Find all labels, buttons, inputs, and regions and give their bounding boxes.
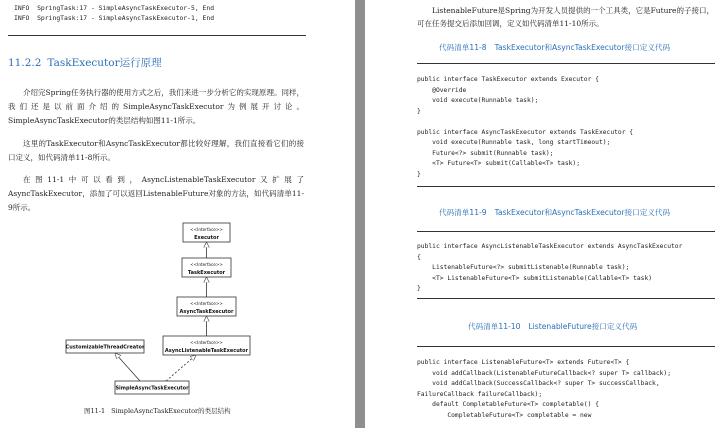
figure-caption-text: SimpleAsyncTaskExecutor的类层结构 (111, 407, 231, 415)
right-page (365, 0, 720, 428)
section-number: 11.2.2 (8, 57, 42, 69)
async-listenable-stereotype: <<Interface>> (190, 340, 223, 345)
paragraph-2: 这里的TaskExecutor和AsyncTaskExecutor都比较好理解，我们直接看它们的接口定义，如代码清单11-8所示。 (8, 139, 304, 162)
log-line-2: INFO SpringTask:17 - SimpleAsyncTaskExecutor-1, End (14, 14, 215, 22)
arrow-simple-to-creator (115, 353, 140, 381)
listing-title-11-8 (439, 42, 670, 53)
code-block-11-8: public interface TaskExecutor extends Executor { @Override void execute(Runnable task); } public interface AsyncTaskExecutor extends TaskExecutor { void execute(Runnable task, long startTimeout); Future<?> submit(Runnable task); <T> Future<T> submit(Callable<T> task); } (417, 76, 634, 178)
code-block-11-9: public interface AsyncListenableTaskExecutor extends AsyncTaskExecutor { ListenableFuture<?> submitListenable(Runnable task); <T> ListenableFuture<T> submitListenable(Callable<T> task) } (417, 243, 683, 292)
arrow-simple-to-listenable (166, 355, 196, 381)
listing-number: 代码清单11-8 (439, 43, 487, 52)
async-task-executor-stereotype: <<Interface>> (190, 301, 223, 306)
code-block-11-10: public interface ListenableFuture<T> extends Future<T> { void addCallback(ListenableFutureCallback<? super T> callback); void addCallback(SuccessCallback<? super T> successCallback, FailureCallback failureCallback); default CompletableFuture<T> completable() { CompletableFuture<T> completable = new (417, 359, 672, 419)
listing-bottom-rule (417, 186, 715, 187)
executor-stereotype: <<Interface>> (190, 227, 223, 232)
listing-title-text: ListenableFuture接口定义代码 (528, 322, 638, 331)
listing-title-11-9 (439, 207, 670, 218)
async-listenable-label: AsyncListenableTaskExecutor (164, 348, 249, 354)
listing-top-rule (417, 346, 715, 347)
listing-title-11-10 (468, 321, 637, 332)
log-line-1: INFO SpringTask:17 - SimpleAsyncTaskExecutor-5, End (14, 4, 215, 12)
left-page (0, 0, 355, 428)
figure-number: 图11-1 (84, 407, 106, 415)
listing-bottom-rule (417, 298, 715, 299)
section-title: TaskExecutor运行原理 (47, 57, 162, 69)
intro-paragraph: ListenableFuture是Spring为开发人员提供的一个工具类，它是Future的子接口，可在任务提交后添加回调，定义如代码清单11-10所示。 (417, 6, 714, 28)
paragraph-1: 介绍完Spring任务执行器的使用方式之后，我们来进一步分析它的实现原理。同样，我们还是以前面介绍的SimpleAsyncTaskExecutor为例展开讨论。SimpleAsyncTaskExecutor的类层结构如图11-1所示。 (8, 88, 304, 125)
listing-top-rule (417, 231, 715, 232)
listing-number: 代码清单11-9 (439, 208, 487, 217)
task-executor-stereotype: <<Interface>> (190, 262, 223, 267)
class-diagram (0, 0, 355, 428)
listing-top-rule (417, 63, 715, 64)
listing-title-text: TaskExecutor和AsyncTaskExecutor接口定义代码 (494, 43, 671, 52)
task-executor-label: TaskExecutor (187, 270, 226, 276)
paragraph-3: 在图11-1中可以看到，AsyncListenableTaskExecutor又扩展了AsyncTaskExecutor，添加了可以返回ListenableFuture对象的方法，如代码清单11-9所示。 (8, 175, 304, 212)
listing-title-text: TaskExecutor和AsyncTaskExecutor接口定义代码 (494, 208, 671, 217)
thread-creator-label: CustomizableThreadCreator (65, 344, 145, 351)
async-task-executor-label: AsyncTaskExecutor (179, 309, 234, 315)
simple-async-label: SimpleAsyncTaskExecutor (115, 385, 189, 392)
listing-number: 代码清单11-10 (468, 322, 521, 331)
book-gutter (355, 0, 365, 428)
figure-caption (84, 406, 237, 415)
executor-label: Executor (194, 235, 219, 241)
